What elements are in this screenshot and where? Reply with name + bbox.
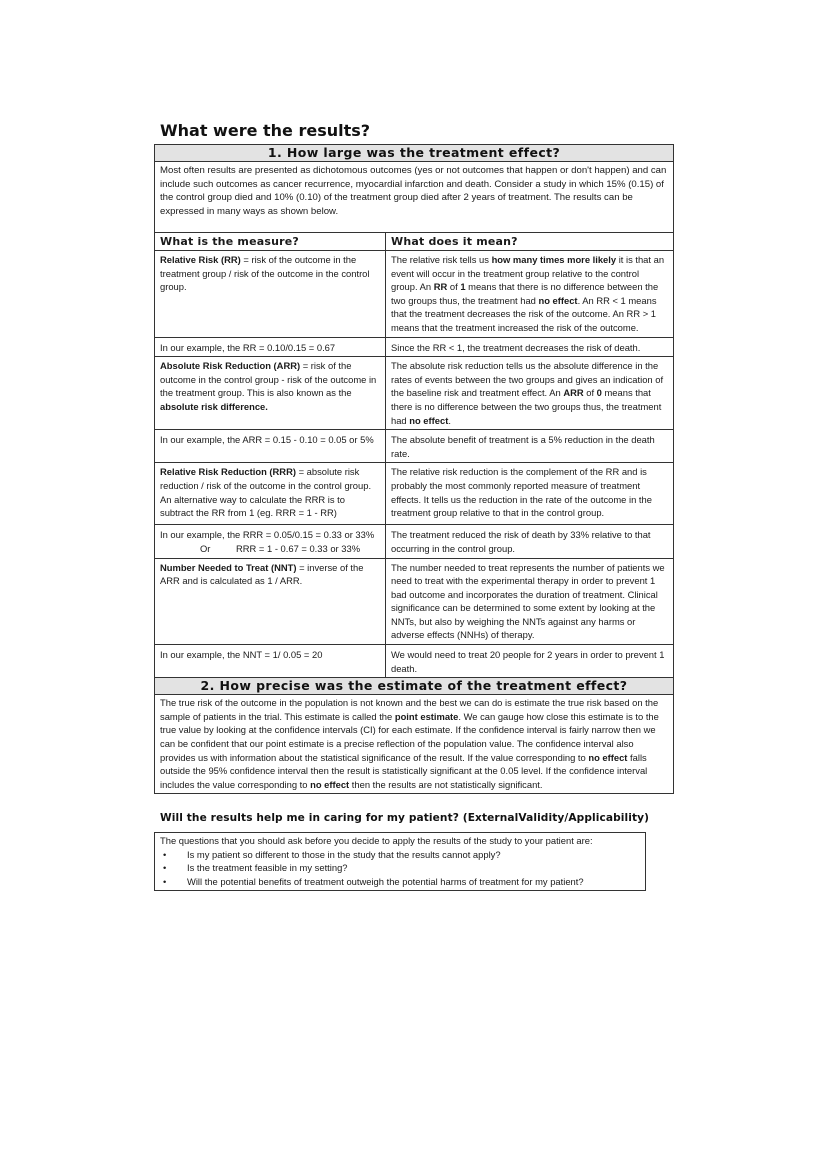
arr-meaning-text: The absolute risk reduction tells us the absolute difference in the rates of events between the two groups and gives an indication of the baseline risk and treatment effect. An — [391, 360, 664, 399]
arr-meaning-bold: 0 — [596, 387, 602, 399]
applicability-box — [154, 832, 646, 891]
rrr-example-line-1: In our example, the RRR = 0.05/0.15 = 0.33 or 33% — [160, 529, 375, 541]
rr-meaning-text: of — [447, 281, 461, 293]
col-header-meaning: What does it mean? — [386, 233, 673, 251]
arr-result: The absolute benefit of treatment is a 5% reduction in the death rate. — [386, 430, 673, 463]
rr-meaning-bold: RR — [433, 281, 448, 293]
rrr-result: The treatment reduced the risk of death by 33% relative to that occurring in the control group. — [386, 525, 673, 558]
applicability-intro: The questions that you should ask before you decide to apply the results of the study to your patient are: — [160, 835, 593, 846]
rrr-meaning: The relative risk reduction is the complement of the RR and is probably the most commonly reported measure of treatment effects. It tells us the reduction in the rate of the outcome in the treatment group relative to that in the control group. — [386, 463, 673, 525]
precision-text: then the results are not statistically significant. — [349, 778, 543, 790]
rr-example: In our example, the RR = 0.10/0.15 = 0.67 — [155, 338, 386, 358]
rr-meaning-bold: how many times more likely — [491, 254, 617, 265]
rrr-example-alt: RRR = 1 - 0.67 = 0.33 or 33% — [236, 542, 361, 554]
rrr-definition-text: = absolute risk reduction / risk of the outcome in the control group. An alternative way to calculate the RRR is to subtract the RR from 1 (eg. RRR = 1 - RR) — [160, 466, 372, 519]
list-item — [160, 875, 640, 889]
nnt-meaning: The number needed to treat represents the number of patients we need to treat with the experimental therapy in order to prevent 1 bad outcome and incorporates the duration of treatment. Clinical significance can be determined to some extent by looking at the NNTs, but also by weighing the NNTs against any harms or adverse effects (NNHs) of therapy. — [386, 559, 673, 646]
arr-meaning-bold: ARR — [563, 387, 584, 399]
rr-meaning-text: means that there is no difference between the two groups thus, the treatment had — [391, 281, 659, 306]
arr-definition-text: = risk of the outcome in the control group - risk of the outcome in the treatment group. This is also known as the — [160, 360, 377, 399]
rr-meaning — [386, 251, 673, 338]
section-1-intro: Most often results are presented as dichotomous outcomes (yes or not outcomes that happen or don't happen) and can include such outcomes as cancer recurrence, myocardial infarction and death. Consider a study in which 15% (0.15) of the control group died and 10% (0.10) of the treatment group died after 2 years of treatment. The results can be expressed in many ways as shown below. — [155, 162, 673, 233]
rr-meaning-text: . An RR < 1 means that the treatment decreases the risk of the outcome. An RR > 1 means that the treatment increased the risk of the outcome. — [391, 294, 657, 333]
arr-definition-bold: absolute risk difference. — [160, 400, 268, 412]
rr-meaning-bold: 1 — [460, 281, 466, 293]
bullet: • — [163, 875, 167, 887]
arr-meaning-text: means that there is no difference between the two groups thus, the treatment had — [391, 387, 662, 426]
precision-bold: point estimate — [394, 710, 459, 722]
arr-meaning-text: of — [583, 387, 597, 399]
measures-table — [155, 233, 673, 678]
arr-example: In our example, the ARR = 0.15 - 0.10 = 0.05 or 5% — [155, 430, 386, 463]
section-2-heading: 2. How precise was the estimate of the treatment effect? — [155, 678, 673, 695]
applicability-heading: Will the results help me in caring for my patient? (ExternalValidity/Applicability) — [160, 812, 650, 824]
nnt-definition-text: = inverse of the ARR and is calculated as 1 / ARR. — [160, 561, 364, 587]
section-2-text — [155, 695, 673, 793]
precision-bold: no effect — [588, 751, 628, 763]
rrr-example-or: Or — [200, 542, 211, 554]
list-item — [160, 861, 640, 875]
col-header-measure: What is the measure? — [155, 233, 386, 251]
precision-text: falls outside the 95% confidence interval then the result is statistically significant at the 0.05 level. If the confidence interval includes the value corresponding to — [160, 751, 648, 790]
rr-meaning-text: The relative risk tells us — [391, 254, 492, 265]
rr-meaning-text: it is that an event will occur in the treatment group relative to the control group. An — [391, 254, 665, 293]
nnt-result: We would need to treat 20 people for 2 years in order to prevent 1 death. — [386, 645, 673, 678]
rr-definition-text: = risk of the outcome in the treatment group / risk of the outcome in the control group. — [160, 254, 370, 293]
nnt-term: Number Needed to Treat (NNT) — [160, 561, 297, 573]
applicability-questions — [160, 848, 640, 889]
rrr-example-line-2 — [160, 542, 380, 556]
nnt-definition — [155, 559, 386, 646]
arr-meaning-text: . — [448, 414, 451, 426]
precision-text: The true risk of the outcome in the population is not known and the best we can do is estimate the true risk based on the sample of patients in the trial. This estimate is called the — [160, 697, 659, 722]
nnt-example: In our example, the NNT = 1/ 0.05 = 20 — [155, 645, 386, 678]
question-text: Will the potential benefits of treatment outweigh the potential harms of treatment for my patient? — [187, 875, 584, 887]
page-title: What were the results? — [160, 121, 371, 140]
results-box — [154, 144, 674, 794]
bullet: • — [163, 848, 167, 860]
arr-term: Absolute Risk Reduction (ARR) — [160, 360, 301, 372]
question-text: Is my patient so different to those in the study that the results cannot apply? — [187, 848, 501, 860]
rr-term: Relative Risk (RR) — [160, 254, 241, 265]
rrr-definition — [155, 463, 386, 525]
arr-definition — [155, 357, 386, 430]
arr-meaning-bold: no effect — [409, 414, 449, 426]
bullet: • — [163, 862, 167, 874]
question-text: Is the treatment feasible in my setting? — [187, 862, 348, 874]
precision-text: . We can gauge how close this estimate is to the true value by looking at the confidence intervals (CI) for each estimate. If the confidence interval is fairly narrow then we can be confident that our point estimate is a precise reflection of the population value. The confidence interval also provides us with information about the statistical significance of the result. If the value corresponding to — [160, 710, 659, 763]
rrr-term: Relative Risk Reduction (RRR) — [160, 466, 296, 478]
section-1-heading: 1. How large was the treatment effect? — [155, 145, 673, 162]
arr-meaning — [386, 357, 673, 430]
rr-meaning-bold: no effect — [538, 294, 578, 306]
list-item — [160, 848, 640, 862]
precision-bold: no effect — [310, 778, 350, 790]
rrr-example — [155, 525, 386, 558]
rr-result: Since the RR < 1, the treatment decreases the risk of death. — [386, 338, 673, 358]
rr-definition — [155, 251, 386, 338]
